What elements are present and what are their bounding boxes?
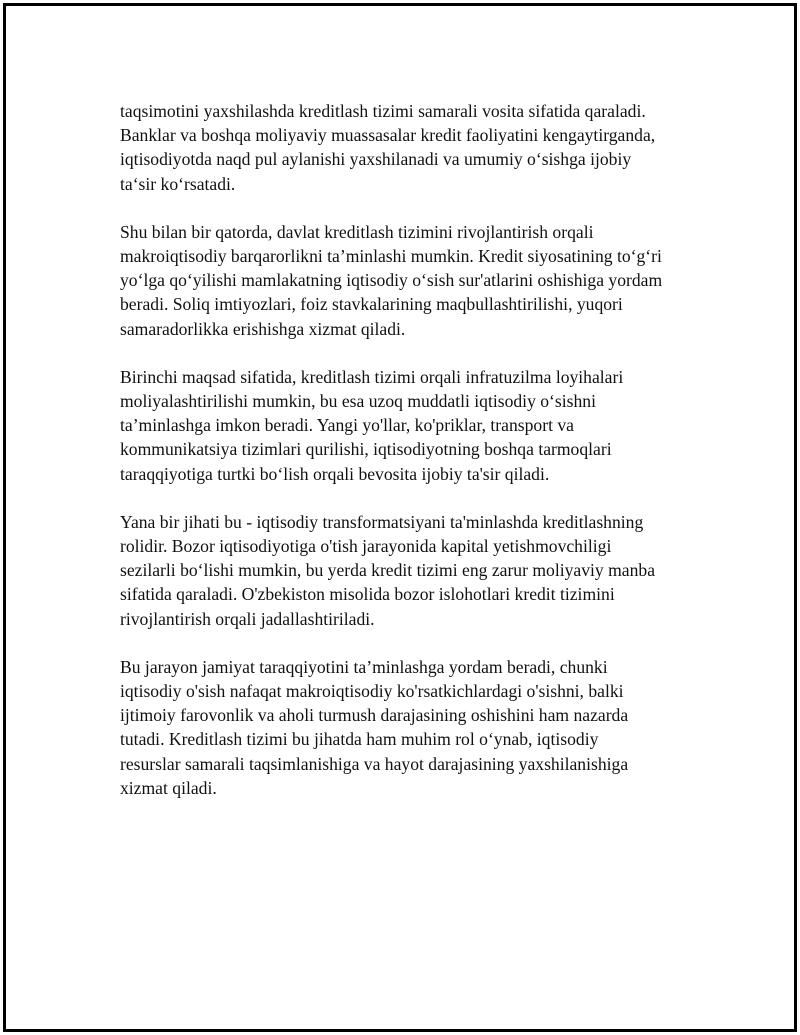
document-body: [120, 99, 700, 824]
text-line: samaradorlikka erishishga xizmat qiladi.: [120, 318, 406, 339]
text-line: rivojlantirish orqali jadallashtiriladi.: [120, 608, 375, 629]
text-line: Birinchi maqsad sifatida, kreditlash tizimi orqali infratuzilma loyihalari: [120, 366, 624, 387]
text-line: tutadi. Kreditlash tizimi bu jihatda ham muhim rol o‘ynab, iqtisodiy: [120, 729, 599, 750]
text-line: Banklar va boshqa moliyaviy muassasalar kredit faoliyatini kengaytirganda,: [120, 125, 656, 146]
text-line: ta’minlashga imkon beradi. Yangi yo'llar, ko'priklar, transport va: [120, 415, 574, 436]
paragraph-3: [120, 365, 700, 486]
text-line: iqtisodiyotda naqd pul aylanishi yaxshilanadi va umumiy o‘sishga ijobiy: [120, 149, 632, 170]
text-line: taraqqiyotiga turtki bo‘lish orqali bevosita ijobiy ta'sir qiladi.: [120, 463, 550, 484]
text-line: taqsimotini yaxshilashda kreditlash tizimi samarali vosita sifatida qaraladi.: [120, 101, 646, 121]
text-line: kommunikatsiya tizimlari qurilishi, iqtisodiyotning boshqa tarmoqlari: [120, 439, 612, 460]
text-line: rolidir. Bozor iqtisodiyotiga o'tish jarayonida kapital yetishmovchiligi: [120, 536, 612, 557]
text-line: Shu bilan bir qatorda, davlat kreditlash tizimini rivojlantirish orqali: [120, 221, 594, 242]
text-line: resurslar samarali taqsimlanishiga va hayot darajasining yaxshilanishiga: [120, 753, 629, 774]
paragraph-5: [120, 655, 700, 800]
paragraph-1: [120, 99, 700, 196]
paragraph-4: [120, 510, 700, 631]
text-line: beradi. Soliq imtiyozlari, foiz stavkalarining maqbullashtirilishi, yuqori: [120, 294, 623, 315]
paragraph-2: [120, 220, 700, 341]
text-line: xizmat qiladi.: [120, 777, 217, 798]
text-line: ta‘sir ko‘rsatadi.: [120, 173, 236, 194]
page-border: [3, 3, 797, 1032]
text-line: makroiqtisodiy barqarorlikni ta’minlashi mumkin. Kredit siyosatining to‘g‘ri: [120, 246, 662, 267]
text-line: Yana bir jihati bu - iqtisodiy transformatsiyani ta'minlashda kreditlashning: [120, 511, 644, 532]
text-line: yo‘lga qo‘yilishi mamlakatning iqtisodiy o‘sish sur'atlarini oshishiga yordam: [120, 270, 663, 291]
text-line: iqtisodiy o'sish nafaqat makroiqtisodiy ko'rsatkichlardagi o'sishni, balki: [120, 681, 624, 702]
text-line: ijtimoiy farovonlik va aholi turmush darajasining oshishini ham nazarda: [120, 705, 629, 726]
text-line: sezilarli bo‘lishi mumkin, bu yerda kredit tizimi eng zarur moliyaviy manba: [120, 560, 656, 581]
text-line: sifatida qaraladi. O'zbekiston misolida bozor islohotlari kredit tizimini: [120, 584, 615, 605]
text-line: moliyalashtirilishi mumkin, bu esa uzoq muddatli iqtisodiy o‘sishni: [120, 391, 596, 412]
text-line: Bu jarayon jamiyat taraqqiyotini ta’minlashga yordam beradi, chunki: [120, 656, 608, 677]
